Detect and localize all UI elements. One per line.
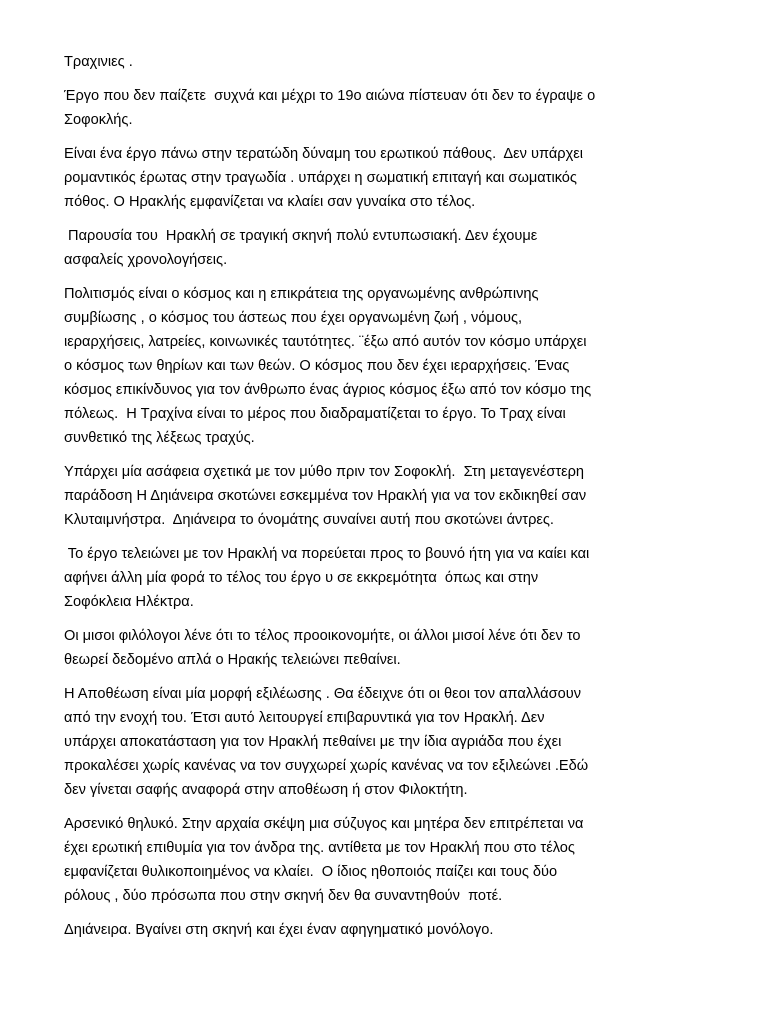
text-line: θεωρεί δεδομένο απλά ο Ηρακής τελειώνει πεθαίνει. [64,652,401,668]
text-line: ασφαλείς χρονολογήσεις. [64,252,228,268]
text-line: Υπάρχει μία ασάφεια σχετικά με τον μύθο πριν τον Σοφοκλή. Στη μεταγενέστερη [64,464,585,480]
paragraph-myth-ambiguity [64,460,700,532]
text-line: ο κόσμος των θηρίων και των θεών. Ο κόσμος που δεν έχει ιεραρχήσεις. Ένας [64,358,570,374]
text-line: ρόλους , δύο πρόσωπα που στην σκηνή δεν θα συναντηθούν ποτέ. [64,888,503,904]
text-line: Η Αποθέωση είναι μία μορφή εξιλέωσης . Θα έδειχνε ότι οι θεοι τον απαλλάσουν [64,686,582,702]
paragraph-apotheosis [64,682,700,802]
text-line: Σοφόκλεια Ηλέκτρα. [64,594,194,610]
paragraph-deianeira [64,918,700,942]
text-line: συμβίωσης , ο κόσμος του άστεως που έχει οργανωμένη ζωή , νόμους, [64,310,523,326]
text-line: ιεραρχήσεις, λατρείες, κοινωνικές ταυτότητες. ¨έξω από αυτόν τον κόσμο υπάρχει [64,334,587,350]
paragraph-ending [64,542,700,614]
text-line: υπάρχει αποκατάσταση για τον Ηρακλή πεθαίνει με την ίδια αγριάδα που έχει [64,734,562,750]
text-line: Παρουσία του Ηρακλή σε τραγική σκηνή πολύ εντυπωσιακή. Δεν έχουμε [64,228,538,244]
text-line: Πολιτισμός είναι ο κόσμος και η επικράτεια της οργανωμένης ανθρώπινης [64,286,539,302]
document-page [64,50,700,952]
text-line: έχει ερωτική επιθυμία για τον άνδρα της. αντίθετα με τον Ηρακλή που στο τέλος [64,840,575,856]
text-line: Αρσενικό θηλυκό. Στην αρχαία σκέψη μια σύζυγος και μητέρα δεν επιτρέπεται να [64,816,584,832]
text-line: εμφανίζεται θυλικοποιημένος να κλαίει. Ο ίδιος ηθοποιός παίζει και τους δύο [64,864,558,880]
text-line: αφήνει άλλη μία φορά το τέλος του έργο υ σε εκκρεμότητα όπως και στην [64,570,539,586]
text-line: Έργο που δεν παίζετε συχνά και μέχρι το 19ο αιώνα πίστευαν ότι δεν το έγραψε ο [64,88,596,104]
paragraph-civilization [64,282,700,450]
text-line: Δηιάνειρα. Βγαίνει στη σκηνή και έχει έναν αφηγηματικό μονόλογο. [64,922,494,938]
paragraph-male-female [64,812,700,908]
text-line: Το έργο τελειώνει με τον Ηρακλή να πορεύεται προς το βουνό ήτη για να καίει και [64,546,590,562]
text-line: πόθος. Ο Ηρακλής εμφανίζεται να κλαίει σαν γυναίκα στο τέλος. [64,194,476,210]
text-line: παράδοση Η Δηιάνειρα σκοτώνει εσκεμμένα τον Ηρακλή για να τον εκδικηθεί σαν [64,488,587,504]
document-title: Τραχινιες . [64,54,133,70]
text-line: πόλεως. Η Τραχίνα είναι το μέρος που διαδραματίζεται το έργο. Το Τραχ είναι [64,406,566,422]
text-line: από την ενοχή του. Έτσι αυτό λειτουργεί επιβαρυντικά για τον Ηρακλή. Δεν [64,710,545,726]
text-line: προκαλέσει χωρίς κανένας να τον συγχωρεί χωρίς κανένας να τον εξιλεώνει .Εδώ [64,758,589,774]
text-line: δεν γίνεται σαφής αναφορά στην αποθέωση ή στον Φιλοκτήτη. [64,782,468,798]
paragraph-heracles-presence [64,224,700,272]
text-line: Είναι ένα έργο πάνω στην τερατώδη δύναμη του ερωτικού πάθους. Δεν υπάρχει [64,146,584,162]
text-line: Οι μισοι φιλόλογοι λένε ότι το τέλος προοικονομήτε, οι άλλοι μισοί λένε ότι δεν το [64,628,581,644]
text-line: κόσμος επικίνδυνος για τον άνθρωπο ένας άγριος κόσμος έξω από τον κόσμο της [64,382,592,398]
text-line: συνθετικό της λέξεως τραχύς. [64,430,255,446]
text-line: ρομαντικός έρωτας στην τραγωδία . υπάρχει η σωματική επιταγή και σωματικός [64,170,577,186]
paragraph-authorship [64,84,700,132]
paragraph-erotic-passion [64,142,700,214]
paragraph-philologists [64,624,700,672]
text-line: Σοφοκλής. [64,112,133,128]
text-line: Κλυταιμνήστρα. Δηιάνειρα το όνομάτης συναίνει αυτή που σκοτώνει άντρες. [64,512,554,528]
